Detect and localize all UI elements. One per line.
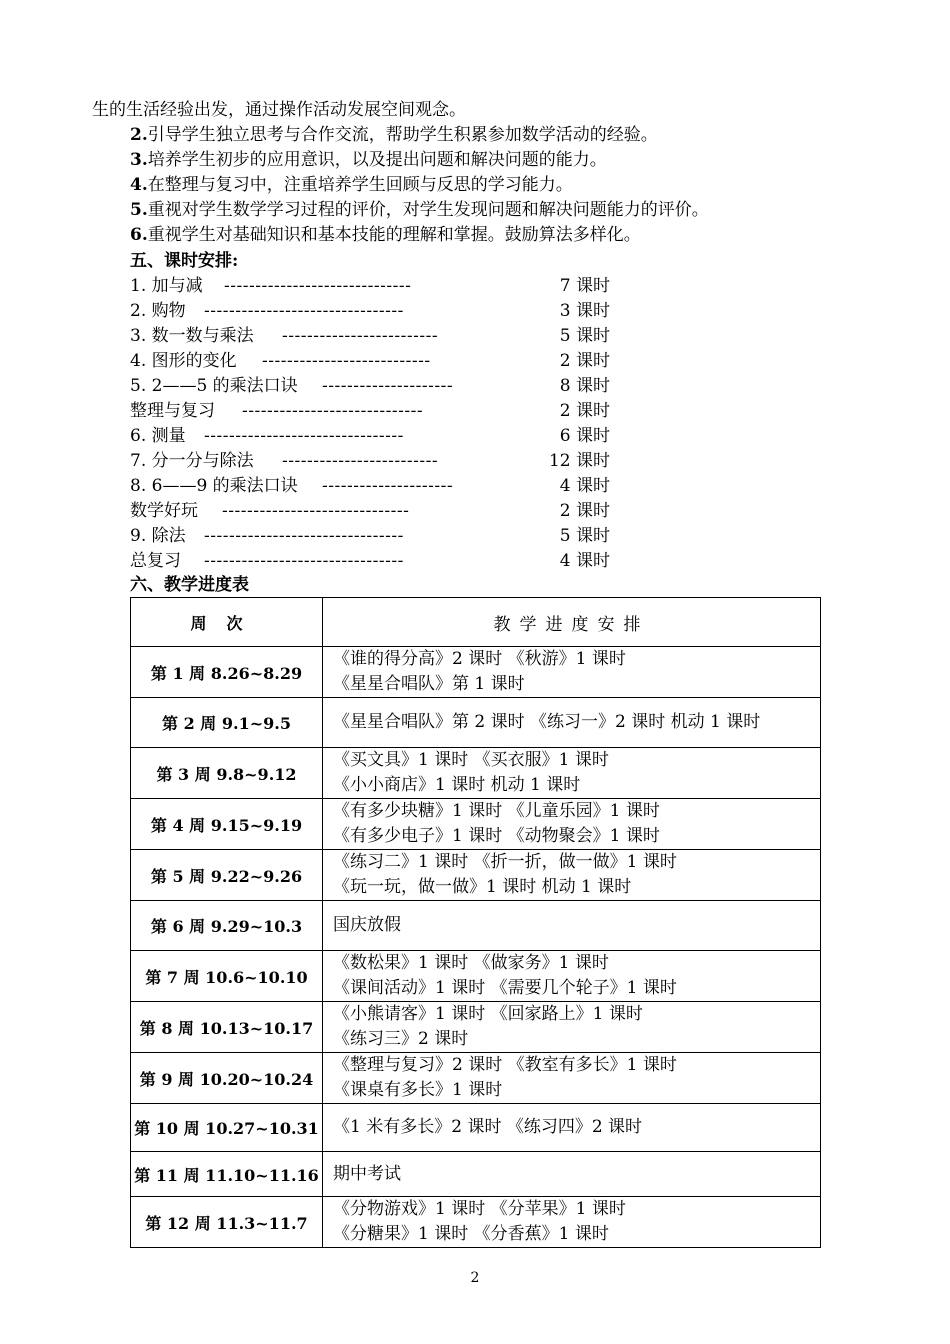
plan-cell	[323, 748, 821, 799]
list-text: 培养学生初步的应用意识，以及提出问题和解决问题的能力。	[147, 150, 607, 170]
schedule-row	[130, 549, 620, 574]
list-item	[130, 223, 641, 248]
plan-line: 《课间活动》1 课时 《需要几个轮子》1 课时	[333, 978, 677, 998]
plan-line: 《分糖果》1 课时 《分香蕉》1 课时	[333, 1224, 609, 1244]
leader-dashes: --------------------------------	[204, 426, 404, 446]
schedule-hours: 6 课时	[559, 426, 610, 446]
week-cell: 第 11 周 11.10~11.16	[131, 1152, 323, 1197]
section-heading-schedule: 五、课时安排:	[130, 251, 239, 271]
leader-dashes: -------------------------	[282, 326, 439, 346]
leader-dashes: ------------------------------	[224, 276, 412, 296]
progress-table	[130, 597, 821, 1248]
list-number: 6.	[130, 225, 148, 245]
schedule-label: 1. 加与减	[130, 276, 203, 296]
plan-cell	[323, 799, 821, 850]
schedule-hours: 5 课时	[559, 526, 610, 546]
plan-cell	[323, 1197, 821, 1248]
schedule-hours: 2 课时	[559, 401, 610, 421]
plan-line: 《星星合唱队》第 1 课时	[333, 674, 525, 694]
plan-cell	[323, 698, 821, 748]
schedule-row	[130, 474, 620, 499]
list-number: 2.	[130, 125, 148, 145]
week-cell: 第 10 周 10.27~10.31	[131, 1104, 323, 1152]
header-plan: 教学进度安排	[323, 598, 821, 647]
plan-line: 《数松果》1 课时 《做家务》1 课时	[333, 953, 609, 973]
schedule-hours: 7 课时	[559, 276, 610, 296]
schedule-label: 2. 购物	[130, 301, 186, 321]
list-number: 4.	[130, 175, 148, 195]
week-cell: 第 9 周 10.20~10.24	[131, 1053, 323, 1104]
list-item	[130, 173, 573, 198]
plan-line: 《玩一玩，做一做》1 课时 机动 1 课时	[333, 877, 632, 897]
schedule-label: 8. 6——9 的乘法口诀	[130, 476, 298, 496]
section-heading-progress: 六、教学进度表	[130, 575, 249, 595]
plan-cell	[323, 951, 821, 1002]
plan-line: 《有多少块糖》1 课时 《儿童乐园》1 课时	[333, 801, 660, 821]
schedule-label: 3. 数一数与乘法	[130, 326, 254, 346]
plan-cell	[323, 1053, 821, 1104]
list-number: 3.	[130, 150, 148, 170]
table-row	[131, 951, 821, 1002]
schedule-row	[130, 324, 620, 349]
plan-cell	[323, 1002, 821, 1053]
schedule-row	[130, 424, 620, 449]
table-row	[131, 1002, 821, 1053]
schedule-hours: 3 课时	[559, 301, 610, 321]
plan-line: 《课桌有多长》1 课时	[333, 1080, 503, 1100]
schedule-row	[130, 374, 620, 399]
table-row	[131, 1053, 821, 1104]
leader-dashes: ---------------------	[322, 476, 454, 496]
plan-cell	[323, 1152, 821, 1197]
plan-line: 国庆放假	[333, 915, 401, 935]
schedule-label: 数学好玩	[130, 501, 198, 521]
schedule-hours: 5 课时	[559, 326, 610, 346]
leader-dashes: -----------------------------	[242, 401, 424, 421]
table-row	[131, 799, 821, 850]
table-header-row	[131, 598, 821, 647]
table-row	[131, 1104, 821, 1152]
plan-line: 《练习二》1 课时 《折一折，做一做》1 课时	[333, 852, 677, 872]
week-cell: 第 8 周 10.13~10.17	[131, 1002, 323, 1053]
schedule-hours: 4 课时	[559, 551, 610, 571]
list-text: 重视学生对基础知识和基本技能的理解和掌握。鼓励算法多样化。	[147, 225, 641, 245]
plan-line: 《整理与复习》2 课时 《教室有多长》1 课时	[333, 1055, 677, 1075]
schedule-label: 整理与复习	[130, 401, 215, 421]
schedule-hours: 8 课时	[559, 376, 610, 396]
week-cell: 第 5 周 9.22~9.26	[131, 850, 323, 901]
schedule-hours: 4 课时	[559, 476, 610, 496]
schedule-label: 5. 2——5 的乘法口诀	[130, 376, 298, 396]
plan-line: 《1 米有多长》2 课时 《练习四》2 课时	[333, 1117, 643, 1137]
plan-line: 《星星合唱队》第 2 课时 《练习一》2 课时 机动 1 课时	[333, 712, 761, 732]
schedule-row	[130, 299, 620, 324]
table-row	[131, 1197, 821, 1248]
plan-line: 《买文具》1 课时 《买衣服》1 课时	[333, 750, 609, 770]
leader-dashes: --------------------------------	[204, 526, 404, 546]
list-number: 5.	[130, 200, 148, 220]
leader-dashes: ---------------------	[322, 376, 454, 396]
plan-cell	[323, 1104, 821, 1152]
plan-cell	[323, 901, 821, 951]
week-cell: 第 1 周 8.26~8.29	[131, 647, 323, 698]
plan-line: 《谁的得分高》2 课时 《秋游》1 课时	[333, 649, 626, 669]
week-cell: 第 3 周 9.8~9.12	[131, 748, 323, 799]
plan-cell	[323, 850, 821, 901]
schedule-label: 4. 图形的变化	[130, 351, 237, 371]
leader-dashes: --------------------------------	[204, 301, 404, 321]
leader-dashes: -------------------------	[282, 451, 439, 471]
schedule-hours: 2 课时	[559, 501, 610, 521]
schedule-hours: 12 课时	[548, 451, 610, 471]
schedule-label: 9. 除法	[130, 526, 186, 546]
week-cell: 第 4 周 9.15~9.19	[131, 799, 323, 850]
table-row	[131, 1152, 821, 1197]
week-cell: 第 12 周 11.3~11.7	[131, 1197, 323, 1248]
schedule-label: 7. 分一分与除法	[130, 451, 254, 471]
list-text: 重视对学生数学学习过程的评价，对学生发现问题和解决问题能力的评价。	[147, 200, 709, 220]
schedule-label: 6. 测量	[130, 426, 186, 446]
plan-line: 《小熊请客》1 课时 《回家路上》1 课时	[333, 1004, 643, 1024]
schedule-row	[130, 524, 620, 549]
paragraph-continuation: 生的生活经验出发，通过操作活动发展空间观念。	[92, 100, 466, 120]
schedule-label: 总复习	[130, 551, 181, 571]
week-cell: 第 6 周 9.29~10.3	[131, 901, 323, 951]
leader-dashes: --------------------------------	[204, 551, 404, 571]
schedule-row	[130, 449, 620, 474]
list-item	[130, 198, 709, 223]
header-week: 周次	[131, 598, 323, 647]
week-cell: 第 7 周 10.6~10.10	[131, 951, 323, 1002]
table-row	[131, 647, 821, 698]
plan-line: 《分物游戏》1 课时 《分苹果》1 课时	[333, 1199, 626, 1219]
plan-line: 《练习三》2 课时	[333, 1029, 469, 1049]
list-item	[130, 148, 607, 173]
table-row	[131, 748, 821, 799]
page-number: 2	[470, 1270, 480, 1286]
table-row	[131, 850, 821, 901]
list-text: 在整理与复习中，注重培养学生回顾与反思的学习能力。	[147, 175, 573, 195]
leader-dashes: ---------------------------	[262, 351, 431, 371]
schedule-row	[130, 274, 620, 299]
plan-line: 期中考试	[333, 1163, 401, 1184]
schedule-row	[130, 349, 620, 374]
week-cell: 第 2 周 9.1~9.5	[131, 698, 323, 748]
schedule-row	[130, 399, 620, 424]
list-item	[130, 123, 658, 148]
plan-line: 《小小商店》1 课时 机动 1 课时	[333, 775, 581, 795]
schedule-row	[130, 499, 620, 524]
plan-cell	[323, 647, 821, 698]
list-text: 引导学生独立思考与合作交流，帮助学生积累参加数学活动的经验。	[147, 125, 658, 145]
schedule-hours: 2 课时	[559, 351, 610, 371]
leader-dashes: ------------------------------	[222, 501, 410, 521]
table-row	[131, 698, 821, 748]
table-row	[131, 901, 821, 951]
plan-line: 《有多少电子》1 课时 《动物聚会》1 课时	[333, 826, 660, 846]
